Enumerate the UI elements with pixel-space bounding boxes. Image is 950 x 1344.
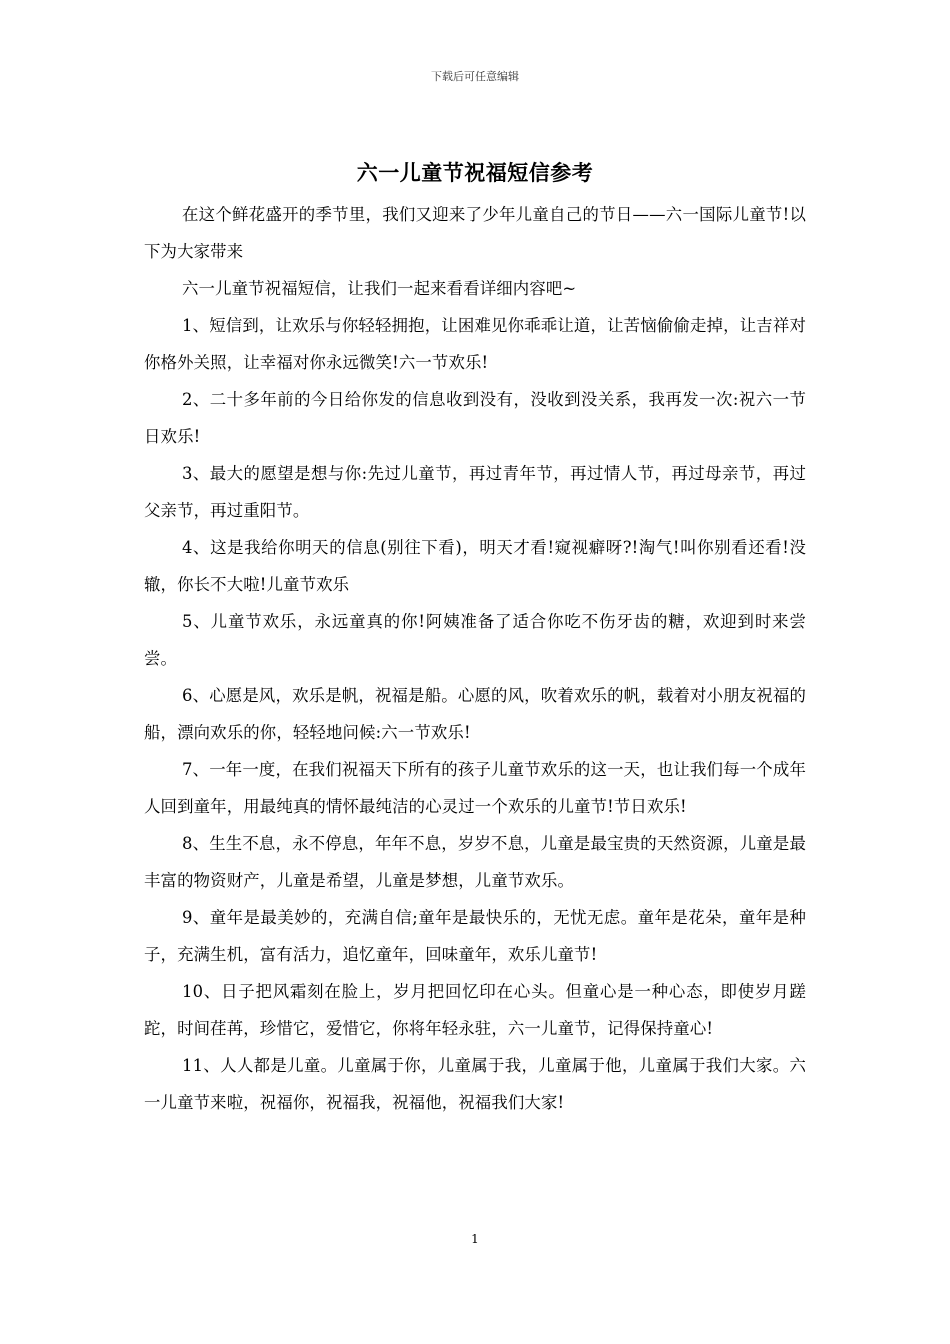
paragraph-intro-2: 六一儿童节祝福短信，让我们一起来看看详细内容吧~ xyxy=(182,279,577,298)
body-text xyxy=(144,196,806,1121)
paragraph-item-5: 5、儿童节欢乐，永远童真的你!阿姨准备了适合你吃不伤牙齿的糖，欢迎到时来尝尝。 xyxy=(144,612,806,668)
paragraph-item-11: 11、人人都是儿童。儿童属于你，儿童属于我，儿童属于他，儿童属于我们大家。六一儿童节来啦，祝福你，祝福我，祝福他，祝福我们大家! xyxy=(144,1056,806,1112)
paragraph-item-4: 4、这是我给你明天的信息(别往下看)，明天才看!窥视癖呀?!淘气!叫你别看还看!没辙，你长不大啦!儿童节欢乐 xyxy=(144,538,806,594)
page-number: 1 xyxy=(471,1232,479,1246)
paragraph-item-9: 9、童年是最美妙的，充满自信;童年是最快乐的，无忧无虑。童年是花朵，童年是种子，充满生机，富有活力，追忆童年，回味童年，欢乐儿童节! xyxy=(144,908,806,964)
header-note: 下载后可任意编辑 xyxy=(431,70,519,83)
paragraph-item-10: 10、日子把风霜刻在脸上，岁月把回忆印在心头。但童心是一种心态，即使岁月蹉跎，时间荏苒，珍惜它，爱惜它，你将年轻永驻，六一儿童节，记得保持童心! xyxy=(144,982,806,1038)
paragraph-item-8: 8、生生不息，永不停息，年年不息，岁岁不息，儿童是最宝贵的天然资源，儿童是最丰富的物资财产，儿童是希望，儿童是梦想，儿童节欢乐。 xyxy=(144,834,806,890)
paragraph-item-1: 1、短信到，让欢乐与你轻轻拥抱，让困难见你乖乖让道，让苦恼偷偷走掉，让吉祥对你格外关照，让幸福对你永远微笑!六一节欢乐! xyxy=(144,316,806,372)
paragraph-item-7: 7、一年一度，在我们祝福天下所有的孩子儿童节欢乐的这一天，也让我们每一个成年人回到童年，用最纯真的情怀最纯洁的心灵过一个欢乐的儿童节!节日欢乐! xyxy=(144,760,806,816)
paragraph-item-3: 3、最大的愿望是想与你:先过儿童节，再过青年节，再过情人节，再过母亲节，再过父亲节，再过重阳节。 xyxy=(144,464,806,520)
paragraph-intro-1: 在这个鲜花盛开的季节里，我们又迎来了少年儿童自己的节日——六一国际儿童节!以下为大家带来 xyxy=(144,205,806,261)
paragraph-item-2: 2、二十多年前的今日给你发的信息收到没有，没收到没关系，我再发一次:祝六一节日欢乐! xyxy=(144,390,806,446)
paragraph-item-6: 6、心愿是风，欢乐是帆，祝福是船。心愿的风，吹着欢乐的帆，载着对小朋友祝福的船，漂向欢乐的你，轻轻地问候:六一节欢乐! xyxy=(144,686,806,742)
page-title: 六一儿童节祝福短信参考 xyxy=(356,160,594,185)
